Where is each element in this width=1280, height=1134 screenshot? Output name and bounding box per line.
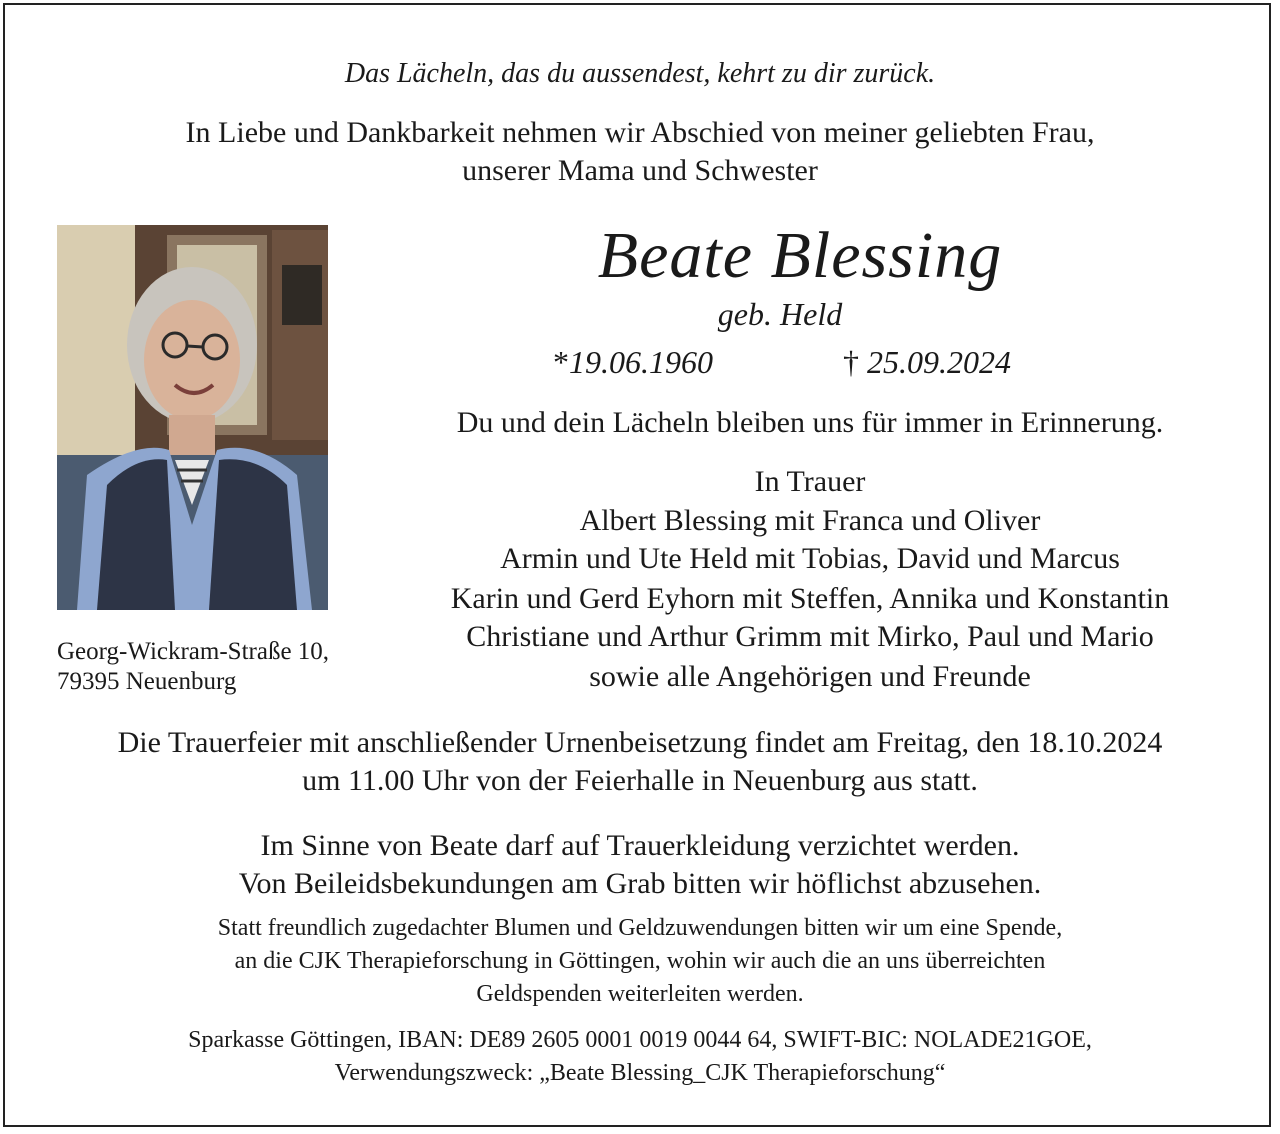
motto: Das Lächeln, das du aussendest, kehrt zu dir zurück. (344, 58, 936, 89)
portrait-photo (57, 225, 328, 610)
deceased-name: Beate Blessing (597, 219, 1003, 292)
mourner-line: Christiane und Arthur Grimm mit Mirko, Paul und Mario (466, 620, 1154, 653)
funeral-line-2: um 11.00 Uhr von der Feierhalle in Neuenburg aus statt. (302, 764, 978, 797)
mourner-line: sowie alle Angehörigen und Freunde (589, 660, 1031, 693)
bank-line-2: Verwendungszweck: „Beate Blessing_CJK Therapieforschung“ (334, 1060, 946, 1086)
intro-line-2: unserer Mama und Schwester (462, 154, 818, 187)
bank-line-1: Sparkasse Göttingen, IBAN: DE89 2605 0001 0019 0044 64, SWIFT-BIC: NOLADE21GOE, (188, 1027, 1092, 1053)
request-line-2: Von Beileidsbekundungen am Grab bitten wir höflichst abzusehen. (238, 867, 1042, 900)
funeral-line-1: Die Trauerfeier mit anschließender Urnenbeisetzung findet am Freitag, den 18.10.2024 (117, 726, 1163, 759)
intro-line-1: In Liebe und Dankbarkeit nehmen wir Abschied von meiner geliebten Frau, (185, 116, 1095, 149)
death-date-value: 25.09.2024 (867, 344, 1011, 380)
mourner-line: Karin und Gerd Eyhorn mit Steffen, Annika und Konstantin (450, 582, 1170, 615)
donation-line-1: Statt freundlich zugedachter Blumen und Geldzuwendungen bitten wir um eine Spende, (217, 915, 1063, 941)
birth-star-icon: * (553, 344, 569, 380)
birth-date (553, 344, 713, 381)
death-cross-icon: † (843, 344, 859, 380)
memory-line: Du und dein Lächeln bleiben uns für immer in Erinnerung. (456, 406, 1164, 439)
address-city: 79395 Neuenburg (57, 668, 237, 695)
mourner-line: Albert Blessing mit Franca und Oliver (579, 504, 1041, 537)
mourners-heading: In Trauer (754, 465, 866, 498)
death-date (843, 344, 1011, 381)
donation-line-3: Geldspenden weiterleiten werden. (476, 981, 804, 1007)
donation-line-2: an die CJK Therapieforschung in Göttingen, wohin wir auch die an uns überreichten (234, 948, 1046, 974)
request-line-1: Im Sinne von Beate darf auf Trauerkleidung verzichtet werden. (260, 829, 1020, 862)
maiden-name: geb. Held (717, 296, 843, 332)
address-street: Georg-Wickram-Straße 10, (57, 638, 330, 665)
mourner-line: Armin und Ute Held mit Tobias, David und Marcus (500, 542, 1120, 575)
birth-date-value: 19.06.1960 (569, 344, 713, 380)
